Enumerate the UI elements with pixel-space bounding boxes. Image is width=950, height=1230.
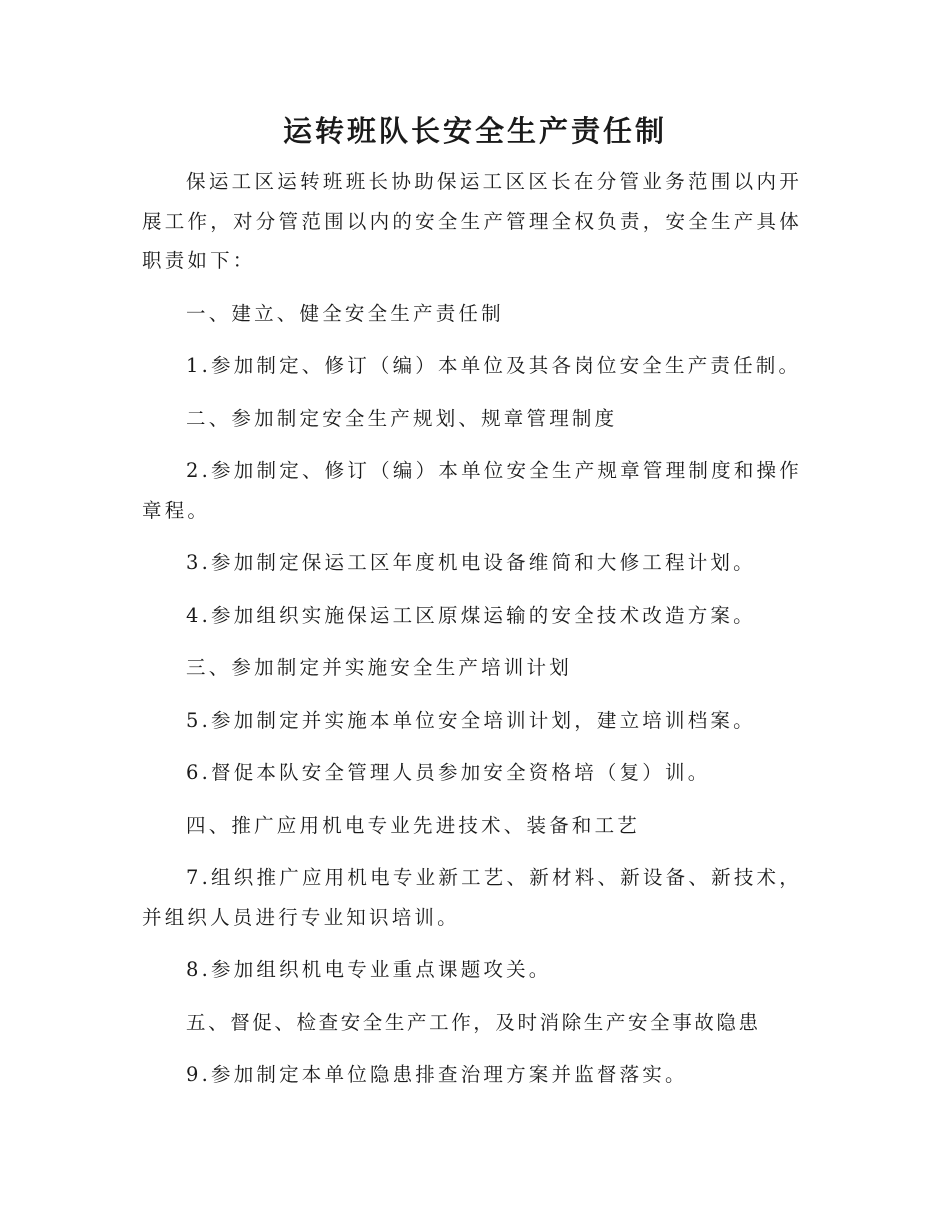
document-title: 运转班队长安全生产责任制 <box>282 114 667 148</box>
section-heading-1: 一、建立、健全安全生产责任制 <box>186 301 504 325</box>
section-heading-2: 二、参加制定安全生产规划、规章管理制度 <box>186 406 618 430</box>
section-heading-4: 四、推广应用机电专业先进技术、装备和工艺 <box>186 813 641 837</box>
document-body <box>142 162 802 1095</box>
list-item-8: 8.参加组织机电专业重点课题攻关。 <box>186 958 552 981</box>
intro-paragraph: 保运工区运转班班长协助保运工区区长在分管业务范围以内开展工作，对分管范围以内的安全生产管理全权负责，安全生产具体职责如下： <box>142 170 802 272</box>
list-item-9: 9.参加制定本单位隐患排查治理方案并监督落实。 <box>186 1063 688 1086</box>
list-item-4: 4.参加组织实施保运工区原煤运输的安全技术改造方案。 <box>186 603 756 627</box>
section-heading-5: 五、督促、检查安全生产工作，及时消除生产安全事故隐患 <box>186 1010 761 1034</box>
section-heading-3: 三、参加制定并实施安全生产培训计划 <box>186 656 572 679</box>
list-item-7: 7.组织推广应用机电专业新工艺、新材料、新设备、新技术，并组织人员进行专业知识培训。 <box>142 866 802 929</box>
list-item-2: 2.参加制定、修订（编）本单位安全生产规章管理制度和操作章程。 <box>142 459 802 522</box>
list-item-5: 5.参加制定并实施本单位安全培训计划，建立培训档案。 <box>186 708 756 732</box>
list-item-6: 6.督促本队安全管理人员参加安全资格培（复）训。 <box>186 761 711 784</box>
list-item-1: 1.参加制定、修订（编）本单位及其各岗位安全生产责任制。 <box>186 354 802 377</box>
list-item-3: 3.参加制定保运工区年度机电设备维简和大修工程计划。 <box>186 551 756 574</box>
